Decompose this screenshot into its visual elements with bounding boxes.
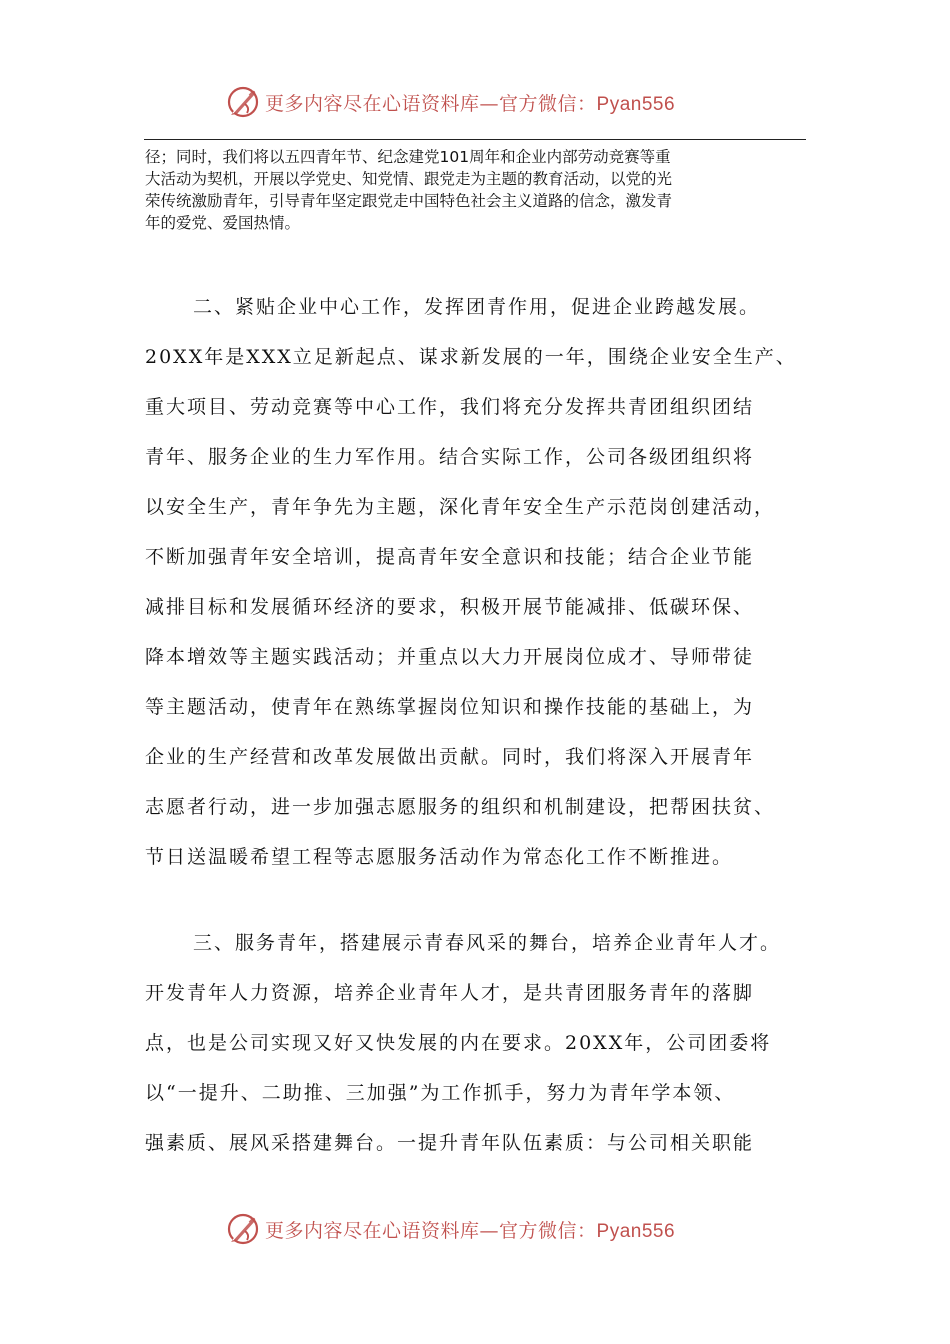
text-line: 开发青年人力资源，培养企业青年人才，是共青团服务青年的落脚 — [145, 982, 755, 1004]
intro-paragraph — [145, 146, 807, 234]
text-line: 大活动为契机，开展以学党史、知党情、跟党走为主题的教育活动，以党的光 — [145, 170, 673, 188]
text-line: 以“一提升、二助推、三加强”为工作抓手，努力为青年学本领、 — [145, 1082, 736, 1104]
banner-text: 更多内容尽在心语资料库—官方微信：Pyan556 — [265, 1219, 676, 1242]
section-heading: 三、服务青年，搭建展示青春风采的舞台，培养企业青年人才。 — [193, 932, 782, 954]
section-heading: 二、紧贴企业中心工作，发挥团青作用，促进企业跨越发展。 — [193, 296, 761, 318]
header-divider — [144, 139, 806, 140]
footer-banner — [225, 1209, 725, 1249]
text-line: 减排目标和发展循环经济的要求，积极开展节能减排、低碳环保、 — [145, 596, 755, 618]
header-banner — [225, 82, 725, 122]
text-line: 重大项目、劳动竞赛等中心工作，我们将充分发挥共青团组织团结 — [145, 396, 755, 418]
section-three-paragraph — [145, 918, 825, 1168]
banner-text: 更多内容尽在心语资料库—官方微信：Pyan556 — [265, 92, 676, 115]
text-line: 志愿者行动，进一步加强志愿服务的组织和机制建设，把帮困扶贫、 — [145, 796, 776, 818]
text-line: 20XX年是XXX立足新起点、谋求新发展的一年，围绕企业安全生产、 — [145, 346, 797, 368]
text-line: 强素质、展风采搭建舞台。一提升青年队伍素质：与公司相关职能 — [145, 1132, 755, 1154]
text-line: 年的爱党、爱国热情。 — [145, 214, 301, 232]
text-line: 径；同时，我们将以五四青年节、纪念建党101周年和企业内部劳动竞赛等重 — [145, 148, 671, 166]
quill-logo-icon — [225, 84, 261, 120]
section-two-paragraph — [145, 282, 825, 882]
text-line: 企业的生产经营和改革发展做出贡献。同时，我们将深入开展青年 — [145, 746, 755, 768]
wechat-id: Pyan556 — [596, 1220, 676, 1242]
text-line: 以安全生产，青年争先为主题，深化青年安全生产示范岗创建活动， — [145, 496, 776, 518]
text-line: 降本增效等主题实践活动；并重点以大力开展岗位成才、导师带徒 — [145, 646, 755, 668]
text-line: 点，也是公司实现又好又快发展的内在要求。20XX年，公司团委将 — [145, 1032, 772, 1054]
text-line: 等主题活动，使青年在熟练掌握岗位知识和操作技能的基础上，为 — [145, 696, 755, 718]
quill-logo-icon — [225, 1211, 261, 1247]
wechat-id: Pyan556 — [596, 93, 676, 115]
text-line: 节日送温暖希望工程等志愿服务活动作为常态化工作不断推进。 — [145, 846, 734, 868]
text-line: 荣传统激励青年，引导青年坚定跟党走中国特色社会主义道路的信念，激发青 — [145, 192, 673, 210]
text-line: 青年、服务企业的生力军作用。结合实际工作，公司各级团组织将 — [145, 446, 755, 468]
text-line: 不断加强青年安全培训，提高青年安全意识和技能；结合企业节能 — [145, 546, 755, 568]
